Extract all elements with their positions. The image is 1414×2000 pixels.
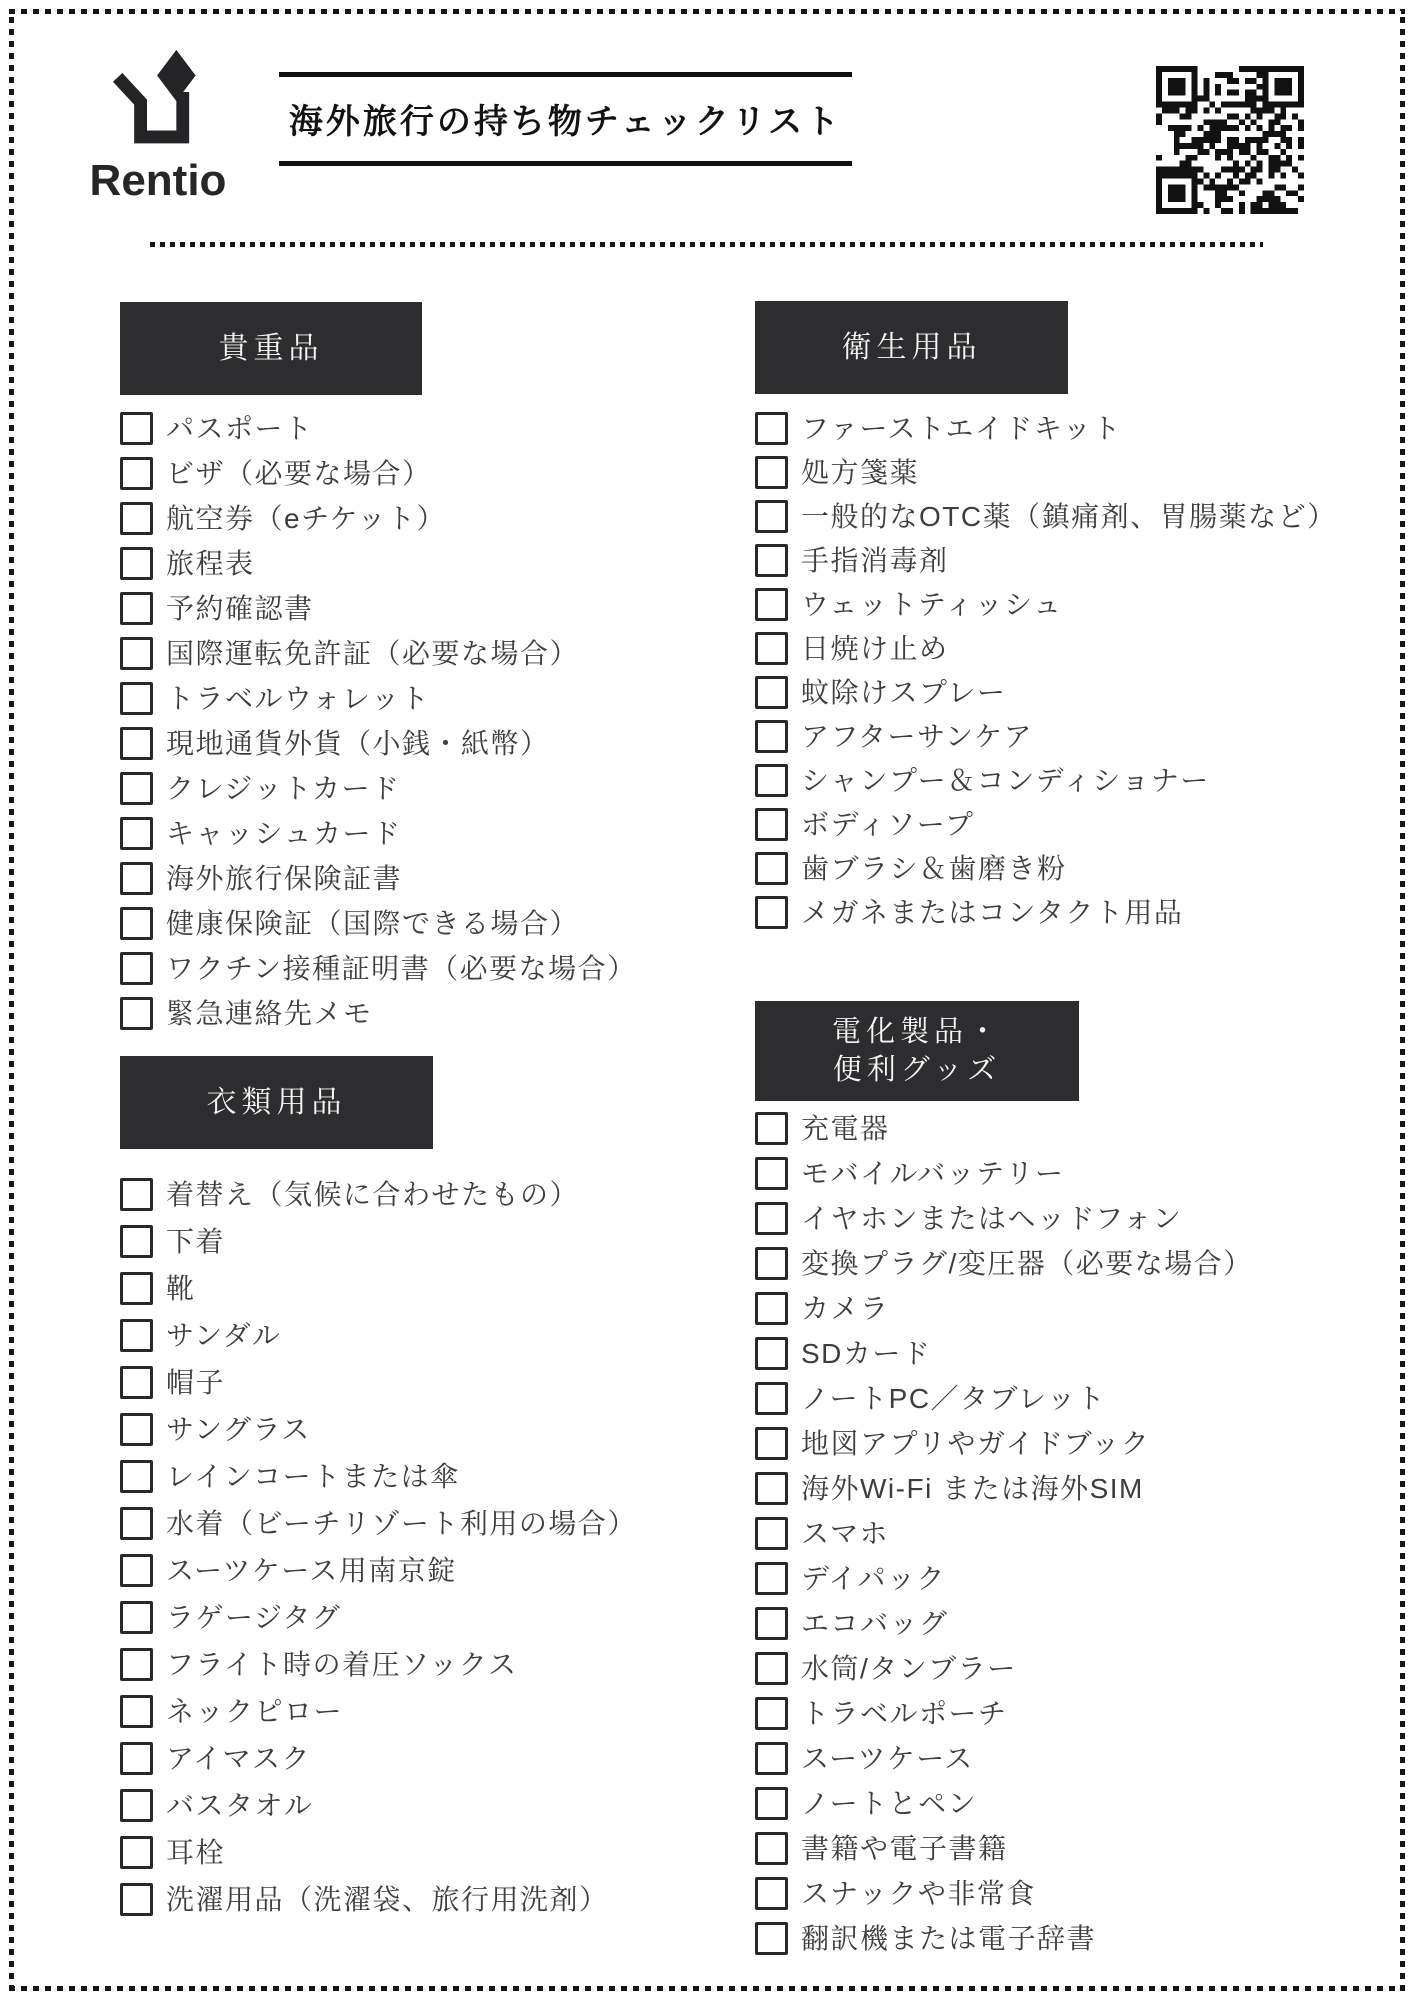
item-list-valuables: [120, 412, 680, 1042]
item-label: フライト時の着圧ソックス: [166, 1649, 518, 1680]
checklist-item: [120, 772, 680, 817]
item-label: ビザ（必要な場合）: [166, 458, 432, 489]
page-title-block: [279, 72, 852, 166]
header-separator: [150, 242, 1263, 247]
item-label: ラゲージタグ: [166, 1602, 342, 1633]
checklist-item: [120, 1789, 680, 1836]
item-label: ネックピロー: [166, 1696, 344, 1727]
checkbox[interactable]: [120, 502, 153, 535]
checkbox[interactable]: [755, 1472, 788, 1505]
checklist-item: [120, 412, 680, 457]
section-title-valuables: 貴重品: [120, 302, 422, 395]
checkbox[interactable]: [755, 1427, 788, 1460]
checklist-item: [755, 1922, 1355, 1967]
item-label: 国際運転免許証（必要な場合）: [166, 638, 580, 669]
item-label: 水着（ビーチリゾート利用の場合）: [166, 1508, 637, 1539]
checkbox[interactable]: [755, 588, 788, 621]
checklist-item: [120, 1460, 680, 1507]
checkbox[interactable]: [755, 1157, 788, 1190]
checklist-item: [755, 1337, 1355, 1382]
checklist-item: [120, 997, 680, 1042]
section-title-electronics: 電化製品・ 便利グッズ: [755, 1001, 1079, 1101]
item-label: 水筒/タンブラー: [801, 1653, 1017, 1684]
checklist-item: [120, 1319, 680, 1366]
checkbox[interactable]: [755, 808, 788, 841]
section-hygiene: [755, 301, 1355, 940]
item-label: 充電器: [801, 1113, 890, 1144]
item-label: 書籍や電子書籍: [801, 1833, 1008, 1864]
checklist-item: [120, 817, 680, 862]
item-label: アフターサンケア: [801, 721, 1034, 752]
item-list-electronics: [755, 1112, 1355, 1967]
item-label: スーツケース用南京錠: [166, 1555, 457, 1586]
checkbox[interactable]: [755, 1247, 788, 1280]
checklist-item: [120, 1883, 680, 1930]
checklist-item: [120, 547, 680, 592]
checkbox[interactable]: [120, 592, 153, 625]
page-border-top: [9, 9, 1405, 14]
checkbox[interactable]: [755, 1337, 788, 1370]
checkbox[interactable]: [120, 1413, 153, 1446]
item-label: ファーストエイドキット: [801, 413, 1122, 444]
checkbox[interactable]: [120, 1836, 153, 1869]
item-label: 航空券（eチケット）: [166, 503, 447, 534]
checkbox[interactable]: [755, 1202, 788, 1235]
item-label: 健康保険証（国際できる場合）: [166, 908, 580, 939]
item-label: ワクチン接種証明書（必要な場合）: [166, 953, 637, 984]
item-label: 靴: [166, 1273, 196, 1304]
item-label: デイパック: [801, 1563, 946, 1594]
checkbox[interactable]: [120, 1178, 153, 1211]
checkbox[interactable]: [120, 952, 153, 985]
checkbox[interactable]: [120, 997, 153, 1030]
checkbox[interactable]: [755, 1112, 788, 1145]
right-column: [755, 301, 1355, 1967]
checklist-item: [120, 1836, 680, 1883]
checklist-item: [120, 1507, 680, 1554]
checkbox[interactable]: [755, 1832, 788, 1865]
checkbox[interactable]: [755, 1517, 788, 1550]
checkbox[interactable]: [755, 676, 788, 709]
checkbox[interactable]: [120, 1601, 153, 1634]
checklist-item: [120, 1695, 680, 1742]
checklist-item: [755, 1742, 1355, 1787]
item-label: メガネまたはコンタクト用品: [801, 897, 1184, 928]
item-label: モバイルバッテリー: [801, 1158, 1065, 1189]
left-column: [120, 302, 680, 1930]
item-label: SDカード: [801, 1338, 932, 1369]
checklist-item: [120, 1601, 680, 1648]
item-label: 帽子: [166, 1367, 226, 1398]
page-border-left: [9, 9, 14, 1991]
item-label: 蚊除けスプレー: [801, 677, 1007, 708]
item-label: 歯ブラシ＆歯磨き粉: [801, 853, 1067, 884]
page-border-right: [1400, 9, 1405, 1991]
item-label: 耳栓: [166, 1837, 226, 1868]
checklist-item: [755, 1382, 1355, 1427]
item-label: 手指消毒剤: [801, 545, 949, 576]
section-title-clothing: 衣類用品: [120, 1056, 433, 1149]
checkbox[interactable]: [755, 1562, 788, 1595]
item-list-hygiene: [755, 412, 1355, 940]
item-label: 翻訳機または電子辞書: [801, 1923, 1097, 1954]
item-label: アイマスク: [166, 1743, 311, 1774]
checkbox[interactable]: [755, 1922, 788, 1955]
checklist-item: [755, 500, 1355, 544]
checkbox[interactable]: [755, 544, 788, 577]
item-label: トラベルポーチ: [801, 1698, 1008, 1729]
checkbox[interactable]: [755, 852, 788, 885]
checklist-item: [120, 907, 680, 952]
checkbox[interactable]: [755, 500, 788, 533]
checklist-item: [120, 952, 680, 997]
checkbox[interactable]: [120, 1742, 153, 1775]
checklist-item: [755, 808, 1355, 852]
checklist-item: [755, 1562, 1355, 1607]
item-label: 緊急連絡先メモ: [166, 998, 373, 1029]
item-label: 予約確認書: [166, 593, 314, 624]
checklist-item: [120, 862, 680, 907]
checklist-item: [755, 852, 1355, 896]
checkbox[interactable]: [755, 632, 788, 665]
checklist-item: [120, 1272, 680, 1319]
item-label: サンダル: [166, 1320, 282, 1351]
item-label: 日焼け止め: [801, 633, 949, 664]
item-label: バスタオル: [166, 1790, 314, 1821]
checkbox[interactable]: [120, 772, 153, 805]
checklist-item: [755, 1832, 1355, 1877]
item-label: ウェットティッシュ: [801, 589, 1063, 620]
checkbox[interactable]: [120, 682, 153, 715]
rentio-logo: [78, 48, 238, 206]
section-electronics: [755, 1001, 1355, 1967]
checkbox[interactable]: [120, 637, 153, 670]
checkbox[interactable]: [755, 1292, 788, 1325]
checklist-item: [120, 727, 680, 772]
checkbox[interactable]: [755, 1382, 788, 1415]
checkbox[interactable]: [120, 1460, 153, 1493]
checkbox[interactable]: [120, 1648, 153, 1681]
checklist-item: [755, 1247, 1355, 1292]
item-label: キャッシュカード: [166, 818, 402, 849]
checkbox[interactable]: [120, 412, 153, 445]
item-label: レインコートまたは傘: [166, 1461, 460, 1492]
checkbox[interactable]: [120, 907, 153, 940]
item-label: スーツケース: [801, 1743, 974, 1774]
checklist-item: [120, 637, 680, 682]
item-label: 処方箋薬: [801, 457, 920, 488]
checkbox[interactable]: [755, 720, 788, 753]
item-label: エコバッグ: [801, 1608, 949, 1639]
checklist-item: [755, 764, 1355, 808]
checkbox[interactable]: [120, 1507, 153, 1540]
brand-name: Rentio: [89, 156, 227, 205]
checklist-item: [755, 1517, 1355, 1562]
checklist-item: [120, 592, 680, 637]
checkbox[interactable]: [755, 1652, 788, 1685]
checklist-item: [120, 1648, 680, 1695]
checklist-item: [755, 1157, 1355, 1202]
checkbox[interactable]: [120, 817, 153, 850]
checkbox[interactable]: [755, 1742, 788, 1775]
item-label: クレジットカード: [166, 773, 401, 804]
checklist-item: [755, 1877, 1355, 1922]
item-label: 海外旅行保険証書: [166, 863, 403, 894]
checkbox[interactable]: [755, 412, 788, 445]
checklist-item: [755, 1697, 1355, 1742]
checkbox[interactable]: [120, 727, 153, 760]
checklist-item: [120, 1554, 680, 1601]
section-title-hygiene: 衛生用品: [755, 301, 1068, 394]
checkbox[interactable]: [120, 1319, 153, 1352]
item-label: スナックや非常食: [801, 1878, 1036, 1909]
checklist-item: [755, 896, 1355, 940]
checkbox[interactable]: [120, 862, 153, 895]
checkbox[interactable]: [120, 1883, 153, 1916]
section-clothing: [120, 1056, 680, 1930]
checkbox[interactable]: [755, 764, 788, 797]
checkbox[interactable]: [755, 456, 788, 489]
item-label: 一般的なOTC薬（鎮痛剤、胃腸薬など）: [801, 501, 1337, 532]
checklist-item: [755, 412, 1355, 456]
item-label: 現地通貨外貨（小銭・紙幣）: [166, 728, 550, 759]
checklist-item: [755, 456, 1355, 500]
checklist-item: [755, 1652, 1355, 1697]
checkbox[interactable]: [755, 1607, 788, 1640]
checklist-item: [120, 1413, 680, 1460]
checkbox[interactable]: [120, 457, 153, 490]
checkbox[interactable]: [755, 1787, 788, 1820]
section-valuables: [120, 302, 680, 1042]
checklist-item: [755, 676, 1355, 720]
item-label: パスポート: [166, 413, 314, 444]
checkbox[interactable]: [755, 1877, 788, 1910]
checklist-item: [755, 1472, 1355, 1517]
item-label: 洗濯用品（洗濯袋、旅行用洗剤）: [166, 1884, 609, 1915]
item-label: 下着: [166, 1226, 226, 1257]
checklist-item: [120, 1225, 680, 1272]
checklist-item: [120, 457, 680, 502]
checklist-item: [755, 1292, 1355, 1337]
item-label: 変換プラグ/変圧器（必要な場合）: [801, 1248, 1253, 1279]
checklist-item: [755, 588, 1355, 632]
item-label: 旅程表: [166, 548, 255, 579]
item-label: 海外Wi-Fi または海外SIM: [801, 1473, 1144, 1504]
item-label: 着替え（気候に合わせたもの）: [166, 1179, 580, 1210]
checklist-item: [755, 1607, 1355, 1652]
item-label: イヤホンまたはヘッドフォン: [801, 1203, 1183, 1234]
checkbox[interactable]: [120, 1554, 153, 1587]
checklist-item: [120, 1178, 680, 1225]
item-label: 地図アプリやガイドブック: [801, 1428, 1151, 1459]
page-border-bottom: [9, 1986, 1405, 1991]
item-list-clothing: [120, 1178, 680, 1930]
item-label: シャンプー＆コンディショナー: [801, 765, 1210, 796]
checklist-item: [755, 1112, 1355, 1157]
checkbox[interactable]: [120, 547, 153, 580]
checklist-item: [755, 1202, 1355, 1247]
checklist-item: [120, 502, 680, 547]
checklist-item: [755, 1427, 1355, 1472]
checkbox[interactable]: [755, 1697, 788, 1730]
checkbox[interactable]: [120, 1366, 153, 1399]
checklist-item: [755, 720, 1355, 764]
checklist-item: [755, 544, 1355, 588]
item-label: スマホ: [801, 1518, 889, 1549]
qr-code-icon: [1156, 66, 1304, 214]
checkbox[interactable]: [755, 896, 788, 929]
checkbox[interactable]: [120, 1272, 153, 1305]
checklist-item: [120, 682, 680, 727]
checkbox[interactable]: [120, 1225, 153, 1258]
item-label: ノートとペン: [801, 1788, 978, 1819]
item-label: ノートPC／タブレット: [801, 1383, 1107, 1414]
checklist-item: [120, 1742, 680, 1789]
checkbox[interactable]: [120, 1789, 153, 1822]
checklist-item: [755, 632, 1355, 676]
item-label: ボディソープ: [801, 809, 975, 840]
checklist-item: [120, 1366, 680, 1413]
checkbox[interactable]: [120, 1695, 153, 1728]
page-title: 海外旅行の持ち物チェックリスト: [288, 103, 843, 141]
rentio-logo-icon: [103, 48, 213, 158]
checklist-item: [755, 1787, 1355, 1832]
item-label: サングラス: [166, 1414, 311, 1445]
item-label: トラベルウォレット: [166, 683, 431, 714]
item-label: カメラ: [801, 1293, 890, 1324]
